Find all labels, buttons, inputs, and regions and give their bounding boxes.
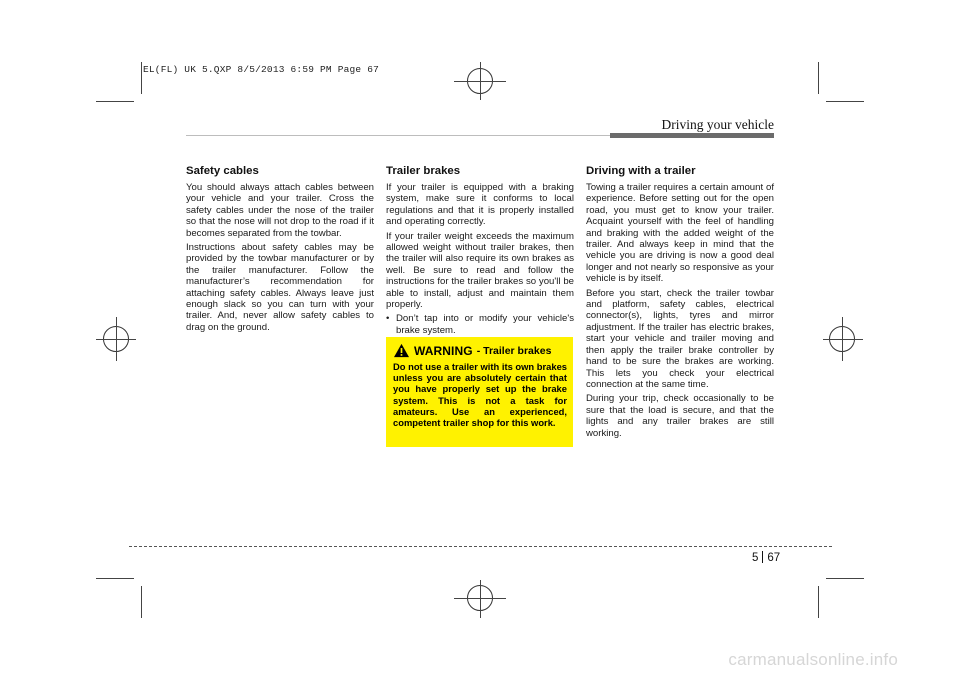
crop-mark: [96, 101, 134, 102]
warning-subtitle: - Trailer brakes: [476, 344, 552, 357]
column-trailer-brakes: [386, 165, 574, 339]
crop-mark: [818, 586, 819, 618]
page-number: [752, 551, 780, 564]
heading-safety-cables: Safety cables: [186, 165, 259, 177]
paragraph: During your trip, check occasionally to be sure that the load is secure, and that the lights and any trailer brakes are still working.: [586, 393, 774, 439]
warning-triangle-icon: [393, 343, 410, 358]
column-safety-cables: [186, 165, 374, 336]
print-slug: EL(FL) UK 5.QXP 8/5/2013 6:59 PM Page 67: [143, 64, 380, 75]
page-number-divider: [762, 551, 763, 563]
crop-mark: [826, 101, 864, 102]
header-rule: [186, 135, 610, 136]
warning-label: WARNING: [414, 343, 473, 358]
crop-mark: [826, 578, 864, 579]
warning-box: [386, 337, 573, 447]
warning-text: Do not use a trailer with its own brakes unless you are absolutely certain that you have properly set up the brake system. This is not a task for amateurs. Use an experienced, competent trailer shop for this work.: [393, 361, 567, 429]
paragraph: Towing a trailer requires a certain amount of experience. Before setting out for the open road, you must get to know your trailer. Acquaint yourself with the feel of handling and braking with the added weight of the trailer. And always keep in mind that the vehicle you are driving is now a good deal longer and not nearly so responsive as your vehicle is by itself.: [586, 182, 774, 285]
crop-mark: [96, 578, 134, 579]
chapter-number: 5: [752, 552, 759, 564]
heading-trailer-brakes: Trailer brakes: [386, 165, 461, 177]
crop-mark: [141, 586, 142, 618]
crop-mark: [141, 62, 142, 94]
watermark: carmanualsonline.info: [728, 650, 898, 669]
crop-mark: [818, 62, 819, 94]
paragraph: If your trailer weight exceeds the maximum allowed weight without trailer brakes, then the trailer will also require its own brakes as well. Be sure to read and follow the instructions for the trailer brakes so you'll be able to install, adjust and maintain them properly.: [386, 230, 574, 311]
header-rule-bar: [610, 133, 774, 138]
page-number-value: 67: [767, 552, 781, 564]
paragraph: Instructions about safety cables may be provided by the towbar manufacturer or by the trailer manufacturer. Follow the manufacturer’s recommendation for attaching safety cables. Always leave just enough slack so you can turn with your trailer. And, never allow safety cables to drag on the ground.: [186, 242, 374, 333]
footer-rule: [129, 546, 832, 547]
warning-header: [393, 343, 567, 358]
bullet-item: • Don’t tap into or modify your vehicle's brake system.: [386, 313, 574, 336]
paragraph: If your trailer is equipped with a braking system, make sure it conforms to local regulations and that it is properly installed and operating correctly.: [386, 182, 574, 228]
section-title: Driving your vehicle: [661, 117, 774, 132]
paragraph: You should always attach cables between your vehicle and your trailer. Cross the safety cables under the nose of the trailer so that the nose will not drop to the road if it becomes separated from the towbar.: [186, 182, 374, 239]
heading-driving-with-trailer: Driving with a trailer: [586, 165, 696, 177]
paragraph: Before you start, check the trailer towbar and platform, safety cables, electrical connector(s), lights, tyres and mirror adjustment. If the trailer has electric brakes, start your vehicle and trailer moving and then apply the trailer brake controller by hand to be sure the brakes are working. This lets you check your electrical connection at the same time.: [586, 287, 774, 390]
column-driving-with-trailer: [586, 165, 774, 442]
